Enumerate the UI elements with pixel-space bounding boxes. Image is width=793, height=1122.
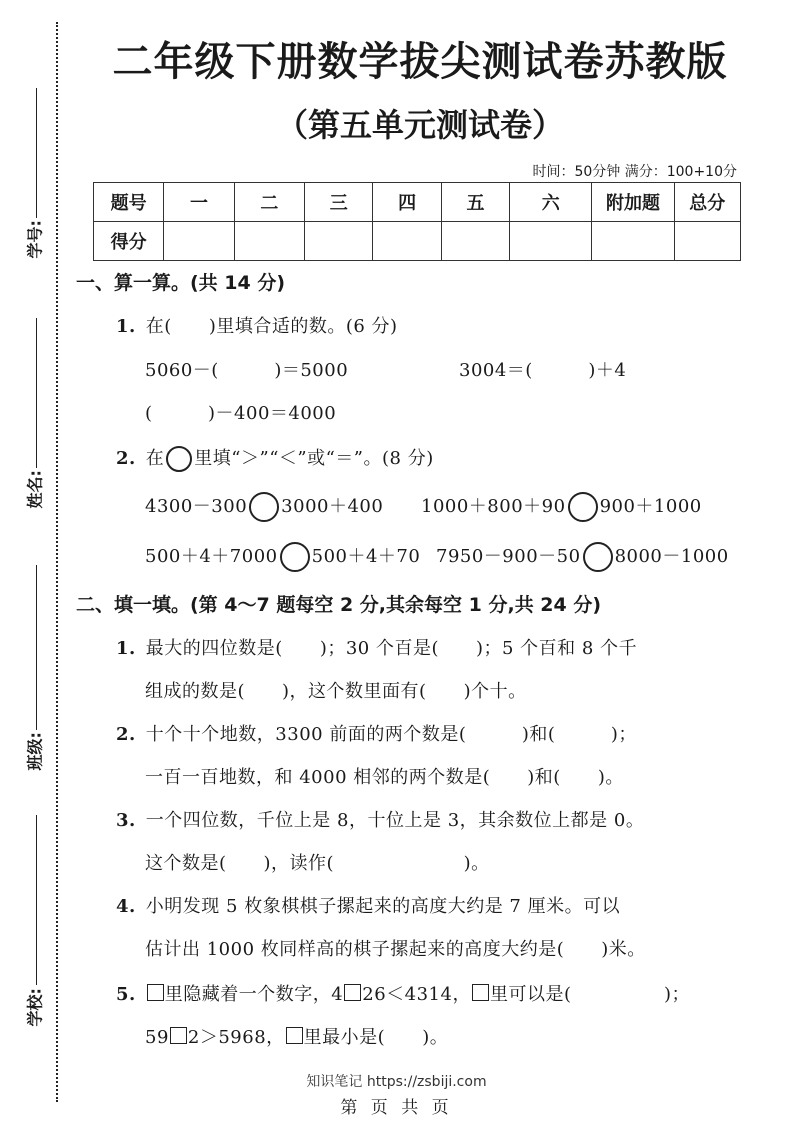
s1-q1-item-b[interactable]: 3004＝( )＋4 bbox=[459, 360, 627, 381]
s2-q3-number: 3. bbox=[116, 810, 136, 831]
s2-q5-text-c: 里可以是( )； bbox=[489, 984, 691, 1005]
section1-heading: 一、算一算。(共 14 分) bbox=[76, 272, 286, 294]
s2-q2-text1: 十个十个地数，3300 前面的两个数是( )和( )； bbox=[145, 724, 637, 745]
name-line[interactable] bbox=[36, 318, 37, 468]
header-cell: 总分 bbox=[674, 183, 740, 222]
s2-q4-line2[interactable]: 估计出 1000 枚同样高的棋子摞起来的高度大约是( )米。 bbox=[145, 939, 646, 960]
header-cell: 六 bbox=[510, 183, 592, 222]
s2-q4-line1 bbox=[116, 892, 620, 918]
time-score-info: 时间：50分钟 满分：100+10分 bbox=[532, 164, 737, 180]
s1-q2-item-b bbox=[421, 492, 702, 522]
source-watermark: 知识笔记 https://zsbiji.com bbox=[306, 1074, 487, 1090]
s1-q1-item-a[interactable]: 5060－( )＝5000 bbox=[145, 360, 349, 381]
class-field bbox=[16, 565, 50, 785]
compare-right: 500＋4＋70 bbox=[311, 546, 421, 567]
compare-answer-circle[interactable] bbox=[280, 542, 310, 572]
s2-q5-l2-text-c: 里最小是( )。 bbox=[303, 1027, 449, 1048]
header-cell: 题号 bbox=[94, 183, 164, 222]
hidden-digit-box-icon bbox=[286, 1027, 303, 1044]
s2-q5-line2[interactable] bbox=[145, 1023, 448, 1049]
s2-q5-line1[interactable] bbox=[116, 980, 690, 1006]
header-cell: 附加题 bbox=[592, 183, 674, 222]
s2-q1-number: 1. bbox=[116, 638, 136, 659]
student-id-label: 学号: bbox=[25, 220, 45, 259]
s2-q5-l2-text-a: 59 bbox=[145, 1027, 169, 1048]
s1-q1-number: 1. bbox=[116, 316, 136, 337]
s1-q1-text: 在( )里填合适的数。(6 分) bbox=[145, 316, 398, 337]
score-table bbox=[93, 182, 741, 261]
s1-q1-item-c[interactable]: ( )－400＝4000 bbox=[145, 403, 337, 424]
score-cell[interactable] bbox=[305, 222, 373, 261]
score-cell[interactable] bbox=[441, 222, 509, 261]
compare-circle-icon bbox=[166, 446, 192, 472]
compare-left: 4300－300 bbox=[145, 496, 248, 517]
header-cell: 二 bbox=[234, 183, 304, 222]
page-title: 二年级下册数学拔尖测试卷苏教版 bbox=[112, 39, 728, 85]
compare-left: 7950－900－50 bbox=[436, 546, 581, 567]
hidden-digit-box-icon bbox=[147, 984, 164, 1001]
s1-q2-prompt bbox=[116, 444, 434, 472]
s1-q2-item-a bbox=[145, 492, 383, 522]
s2-q5-l2-text-b: 2＞5968， bbox=[187, 1027, 285, 1048]
compare-right: 900＋1000 bbox=[599, 496, 702, 517]
header-cell: 五 bbox=[441, 183, 509, 222]
s2-q2-line2[interactable]: 一百一百地数，和 4000 相邻的两个数是( )和( )。 bbox=[145, 767, 624, 788]
s1-q1-prompt bbox=[116, 312, 398, 338]
s2-q1-line2[interactable]: 组成的数是( )，这个数里面有( )个十。 bbox=[145, 681, 527, 702]
header-cell: 四 bbox=[373, 183, 441, 222]
s2-q3-line1 bbox=[116, 806, 644, 832]
s2-q3-line2[interactable]: 这个数是( )，读作( )。 bbox=[145, 853, 490, 874]
section2-heading: 二、填一填。(第 4～7 题每空 2 分,其余每空 1 分,共 24 分) bbox=[76, 594, 602, 616]
s1-q2-item-c bbox=[145, 542, 420, 572]
s1-q2-post: 里填“＞”“＜”或“＝”。(8 分) bbox=[194, 448, 434, 469]
header-cell: 三 bbox=[305, 183, 373, 222]
s2-q2-line1[interactable] bbox=[116, 720, 637, 746]
s2-q4-number: 4. bbox=[116, 896, 136, 917]
score-cell[interactable] bbox=[234, 222, 304, 261]
name-field bbox=[16, 318, 50, 518]
s2-q5-number: 5. bbox=[116, 984, 136, 1005]
s1-q2-pre: 在 bbox=[145, 448, 165, 469]
s1-q2-item-d bbox=[436, 542, 729, 572]
page-subtitle: （第五单元测试卷） bbox=[275, 106, 564, 144]
school-label: 学校: bbox=[25, 988, 45, 1027]
score-cell[interactable] bbox=[164, 222, 234, 261]
s2-q5-text-a: 里隐藏着一个数字，4 bbox=[164, 984, 344, 1005]
s2-q3-text1: 一个四位数，千位上是 8，十位上是 3，其余数位上都是 0。 bbox=[145, 810, 645, 831]
score-cell[interactable] bbox=[373, 222, 441, 261]
s2-q1-line1[interactable] bbox=[116, 634, 637, 660]
score-row-label: 得分 bbox=[94, 222, 164, 261]
s2-q4-text1: 小明发现 5 枚象棋棋子摞起来的高度大约是 7 厘米。可以 bbox=[145, 896, 621, 917]
header-cell: 一 bbox=[164, 183, 234, 222]
score-cell[interactable] bbox=[674, 222, 740, 261]
compare-answer-circle[interactable] bbox=[583, 542, 613, 572]
s2-q5-text-b: 26＜4314， bbox=[362, 984, 471, 1005]
score-table-header-row bbox=[94, 183, 741, 222]
class-label: 班级: bbox=[25, 732, 45, 771]
score-cell[interactable] bbox=[592, 222, 674, 261]
s2-q1-text1: 最大的四位数是( )；30 个百是( )；5 个百和 8 个千 bbox=[145, 638, 638, 659]
student-id-field bbox=[16, 88, 50, 268]
s2-q2-number: 2. bbox=[116, 724, 136, 745]
school-field bbox=[16, 815, 50, 1040]
student-id-line[interactable] bbox=[36, 88, 37, 218]
s1-q2-number: 2. bbox=[116, 448, 136, 469]
score-cell[interactable] bbox=[510, 222, 592, 261]
compare-left: 500＋4＋7000 bbox=[145, 546, 278, 567]
page-number: 第 页 共 页 bbox=[340, 1098, 453, 1118]
compare-right: 3000＋400 bbox=[281, 496, 384, 517]
hidden-digit-box-icon bbox=[344, 984, 361, 1001]
compare-answer-circle[interactable] bbox=[568, 492, 598, 522]
name-label: 姓名: bbox=[25, 470, 45, 509]
compare-left: 1000＋800＋90 bbox=[421, 496, 566, 517]
hidden-digit-box-icon bbox=[170, 1027, 187, 1044]
class-line[interactable] bbox=[36, 565, 37, 730]
compare-answer-circle[interactable] bbox=[249, 492, 279, 522]
compare-right: 8000－1000 bbox=[614, 546, 729, 567]
cut-line bbox=[56, 22, 58, 1102]
hidden-digit-box-icon bbox=[472, 984, 489, 1001]
binding-sidebar bbox=[0, 0, 62, 1122]
score-table-score-row bbox=[94, 222, 741, 261]
school-line[interactable] bbox=[36, 815, 37, 985]
